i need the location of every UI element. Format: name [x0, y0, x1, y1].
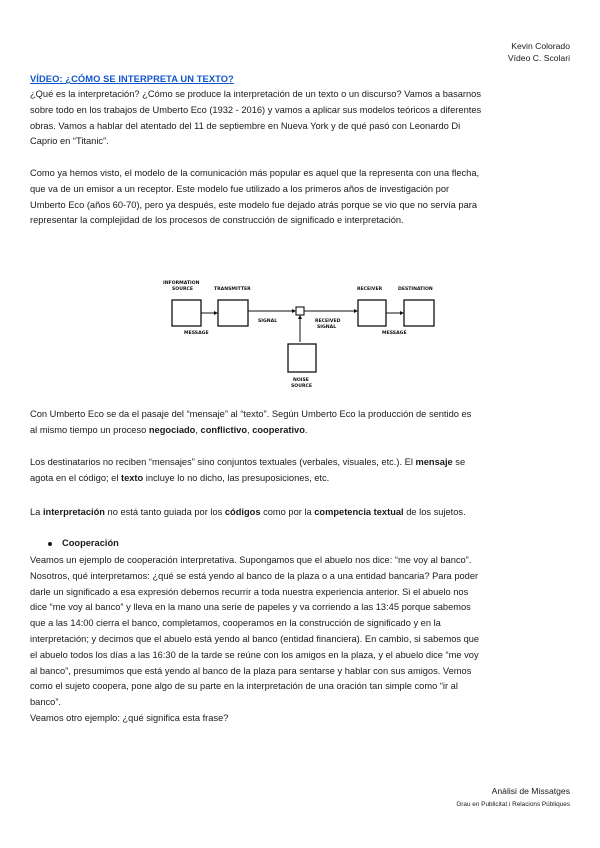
- diagram-label-information: INFORMATION: [163, 281, 200, 286]
- coop-line: darle un significado a esa expresión debemos recurrir a toda nuestra experiencia anterior. Si el abuelo nos: [30, 586, 469, 597]
- coop-line: Nosotros, qué interpretamos: ¿qué se está yendo al banco de la plaza o a una entidad bancaria? Para poder: [30, 570, 479, 581]
- destination-box: [404, 300, 434, 326]
- interp-text: La: [30, 507, 43, 517]
- recipients-line-1: [30, 455, 571, 471]
- intro-line: sobre todo en los trabajos de Umberto Eco (1932 - 2016) y vamos a aplicar sus modelos teóricos a diferentes: [30, 104, 482, 115]
- intro-paragraph: [30, 87, 571, 150]
- diagram-label-noise-source: SOURCE: [291, 384, 312, 389]
- diagram-label-receiver: RECEIVER: [357, 287, 383, 292]
- intro-line: Caprio en “Titanic”.: [30, 136, 109, 147]
- interpretation-paragraph: [30, 505, 571, 521]
- diagram-label-source: SOURCE: [172, 287, 193, 292]
- eco-separator: ,: [247, 424, 253, 435]
- header-subtitle: Vídeo C. Scolari: [507, 53, 570, 63]
- interp-text: como por la: [260, 507, 315, 517]
- recipients-text: incluye lo no dicho, las presuposiciones, etc.: [143, 472, 330, 483]
- recipients-text: Los destinatarios no reciben “mensajes” sino conjuntos textuales (verbales, visuales, etc.). El: [30, 457, 416, 467]
- transmitter-box: [218, 300, 248, 326]
- model-line: Como ya hemos visto, el modelo de la comunicación más popular es aquel que la representa con una flecha,: [30, 168, 480, 178]
- footer-course: Anàlisi de Missatges: [491, 786, 570, 796]
- eco-bold-negociado: negociado: [148, 424, 196, 435]
- recipients-text: se: [452, 457, 466, 467]
- interp-bold-codigos: códigos: [224, 507, 261, 517]
- cooperation-heading-text: Cooperación: [62, 538, 119, 548]
- eco-bold-cooperativo: cooperativo: [252, 424, 305, 435]
- eco-text: al mismo tiempo un proceso: [30, 424, 149, 435]
- diagram-label-destination: DESTINATION: [398, 287, 433, 292]
- interp-text: no está tanto guiada por los: [104, 507, 225, 517]
- intro-line: ¿Qué es la interpretación? ¿Cómo se produce la interpretación de un texto o un discurso? Vamos a basarnos: [30, 89, 481, 99]
- recipients-text: agota en el código; el: [30, 472, 121, 483]
- recipients-bold-mensaje: mensaje: [415, 457, 453, 467]
- eco-bold-conflictivo: conflictivo: [200, 424, 248, 435]
- interp-bold-interpretacion: interpretación: [42, 507, 105, 517]
- model-line: representar la complejidad de los procesos de construcción de significado e interpretación.: [30, 215, 404, 226]
- diagram-label-transmitter: TRANSMITTER: [214, 287, 251, 292]
- interp-text: de los sujetos.: [403, 507, 466, 517]
- diagram-label-received-signal: SIGNAL: [317, 325, 337, 330]
- eco-paragraph: [30, 407, 571, 439]
- page-header: [508, 40, 570, 64]
- eco-separator: ,: [195, 424, 201, 435]
- recipients-paragraph: [30, 455, 571, 487]
- recipients-bold-texto: texto: [120, 472, 144, 483]
- diagram-label-signal: SIGNAL: [258, 319, 278, 324]
- diagram-label-message-right: MESSAGE: [382, 331, 407, 336]
- footer-degree: Grau en Publicitat i Relacions Públiques: [456, 801, 570, 808]
- coop-line: dice “me voy al banco” y lleva en la mano una serie de papeles y va corriendo a las 13:45 porque sabemos: [30, 602, 471, 613]
- model-line: que va de un emisor a un receptor. Este modelo fue utilizado a los primeros años de investigación por: [30, 183, 450, 194]
- coop-line: como el sujeto coopera, pone algo de su parte en la interpretación de una oración tan simple como “ir al: [30, 681, 458, 692]
- coop-last-line: Veamos otro ejemplo: ¿qué significa esta frase?: [30, 712, 229, 723]
- eco-period: .: [304, 424, 308, 435]
- eco-line: Con Umberto Eco se da el pasaje del “mensaje” al “texto”. Según Umberto Eco la producción de sentido es: [30, 409, 472, 419]
- noise-source-box: [288, 344, 316, 372]
- model-paragraph: [30, 166, 571, 229]
- recipients-line-2: [30, 471, 571, 487]
- coop-line: Veamos un ejemplo de cooperación interpretativa. Supongamos que el abuelo nos dice: “me voy al banco”.: [30, 555, 472, 565]
- noise-junction-box: [296, 307, 304, 315]
- diagram-label-noise: NOISE: [293, 378, 309, 383]
- intro-line: obras. Vamos a hablar del atentado del 11 de septiembre en Nueva York y de qué pasó con Leonardo Di: [30, 120, 461, 131]
- coop-line: el abuelo todos los días a las 16:30 de la tarde se reúne con los amigos en la plaza, y el abuelo dice “me voy: [30, 649, 479, 660]
- document-title[interactable]: VÍDEO: ¿CÓMO SE INTERPRETA UN TEXTO?: [30, 74, 234, 84]
- bullet-icon: [48, 542, 52, 546]
- eco-line-2: [30, 423, 571, 439]
- author-name: Kevin Colorado: [511, 41, 570, 51]
- receiver-box: [358, 300, 386, 326]
- coop-line: que a las 14:00 cierra el banco, completamos, cooperamos en la construcción de significado y en la: [30, 618, 441, 629]
- information-source-box: [172, 300, 201, 326]
- coop-line: al banco”, presumimos que está yendo al banco de la plaza para sentarse y hablar con sus amigos. Vemos: [30, 665, 472, 676]
- model-line: Umberto Eco (años 60-70), pero ya después, este modelo fue dejado atrás porque se vio que no servía para: [30, 199, 478, 210]
- interp-bold-competencia: competencia textual: [314, 507, 404, 517]
- coop-line: banco”.: [30, 697, 62, 708]
- communication-model-diagram: [160, 278, 440, 394]
- diagram-label-received: RECEIVED: [315, 319, 341, 324]
- coop-line: interpretación; y decimos que el abuelo está yendo al banco (entidad financiera). En cambio, si sabemos que: [30, 633, 480, 644]
- diagram-label-message-left: MESSAGE: [184, 331, 209, 336]
- cooperation-paragraph: [30, 553, 571, 727]
- cooperation-heading: [48, 538, 119, 548]
